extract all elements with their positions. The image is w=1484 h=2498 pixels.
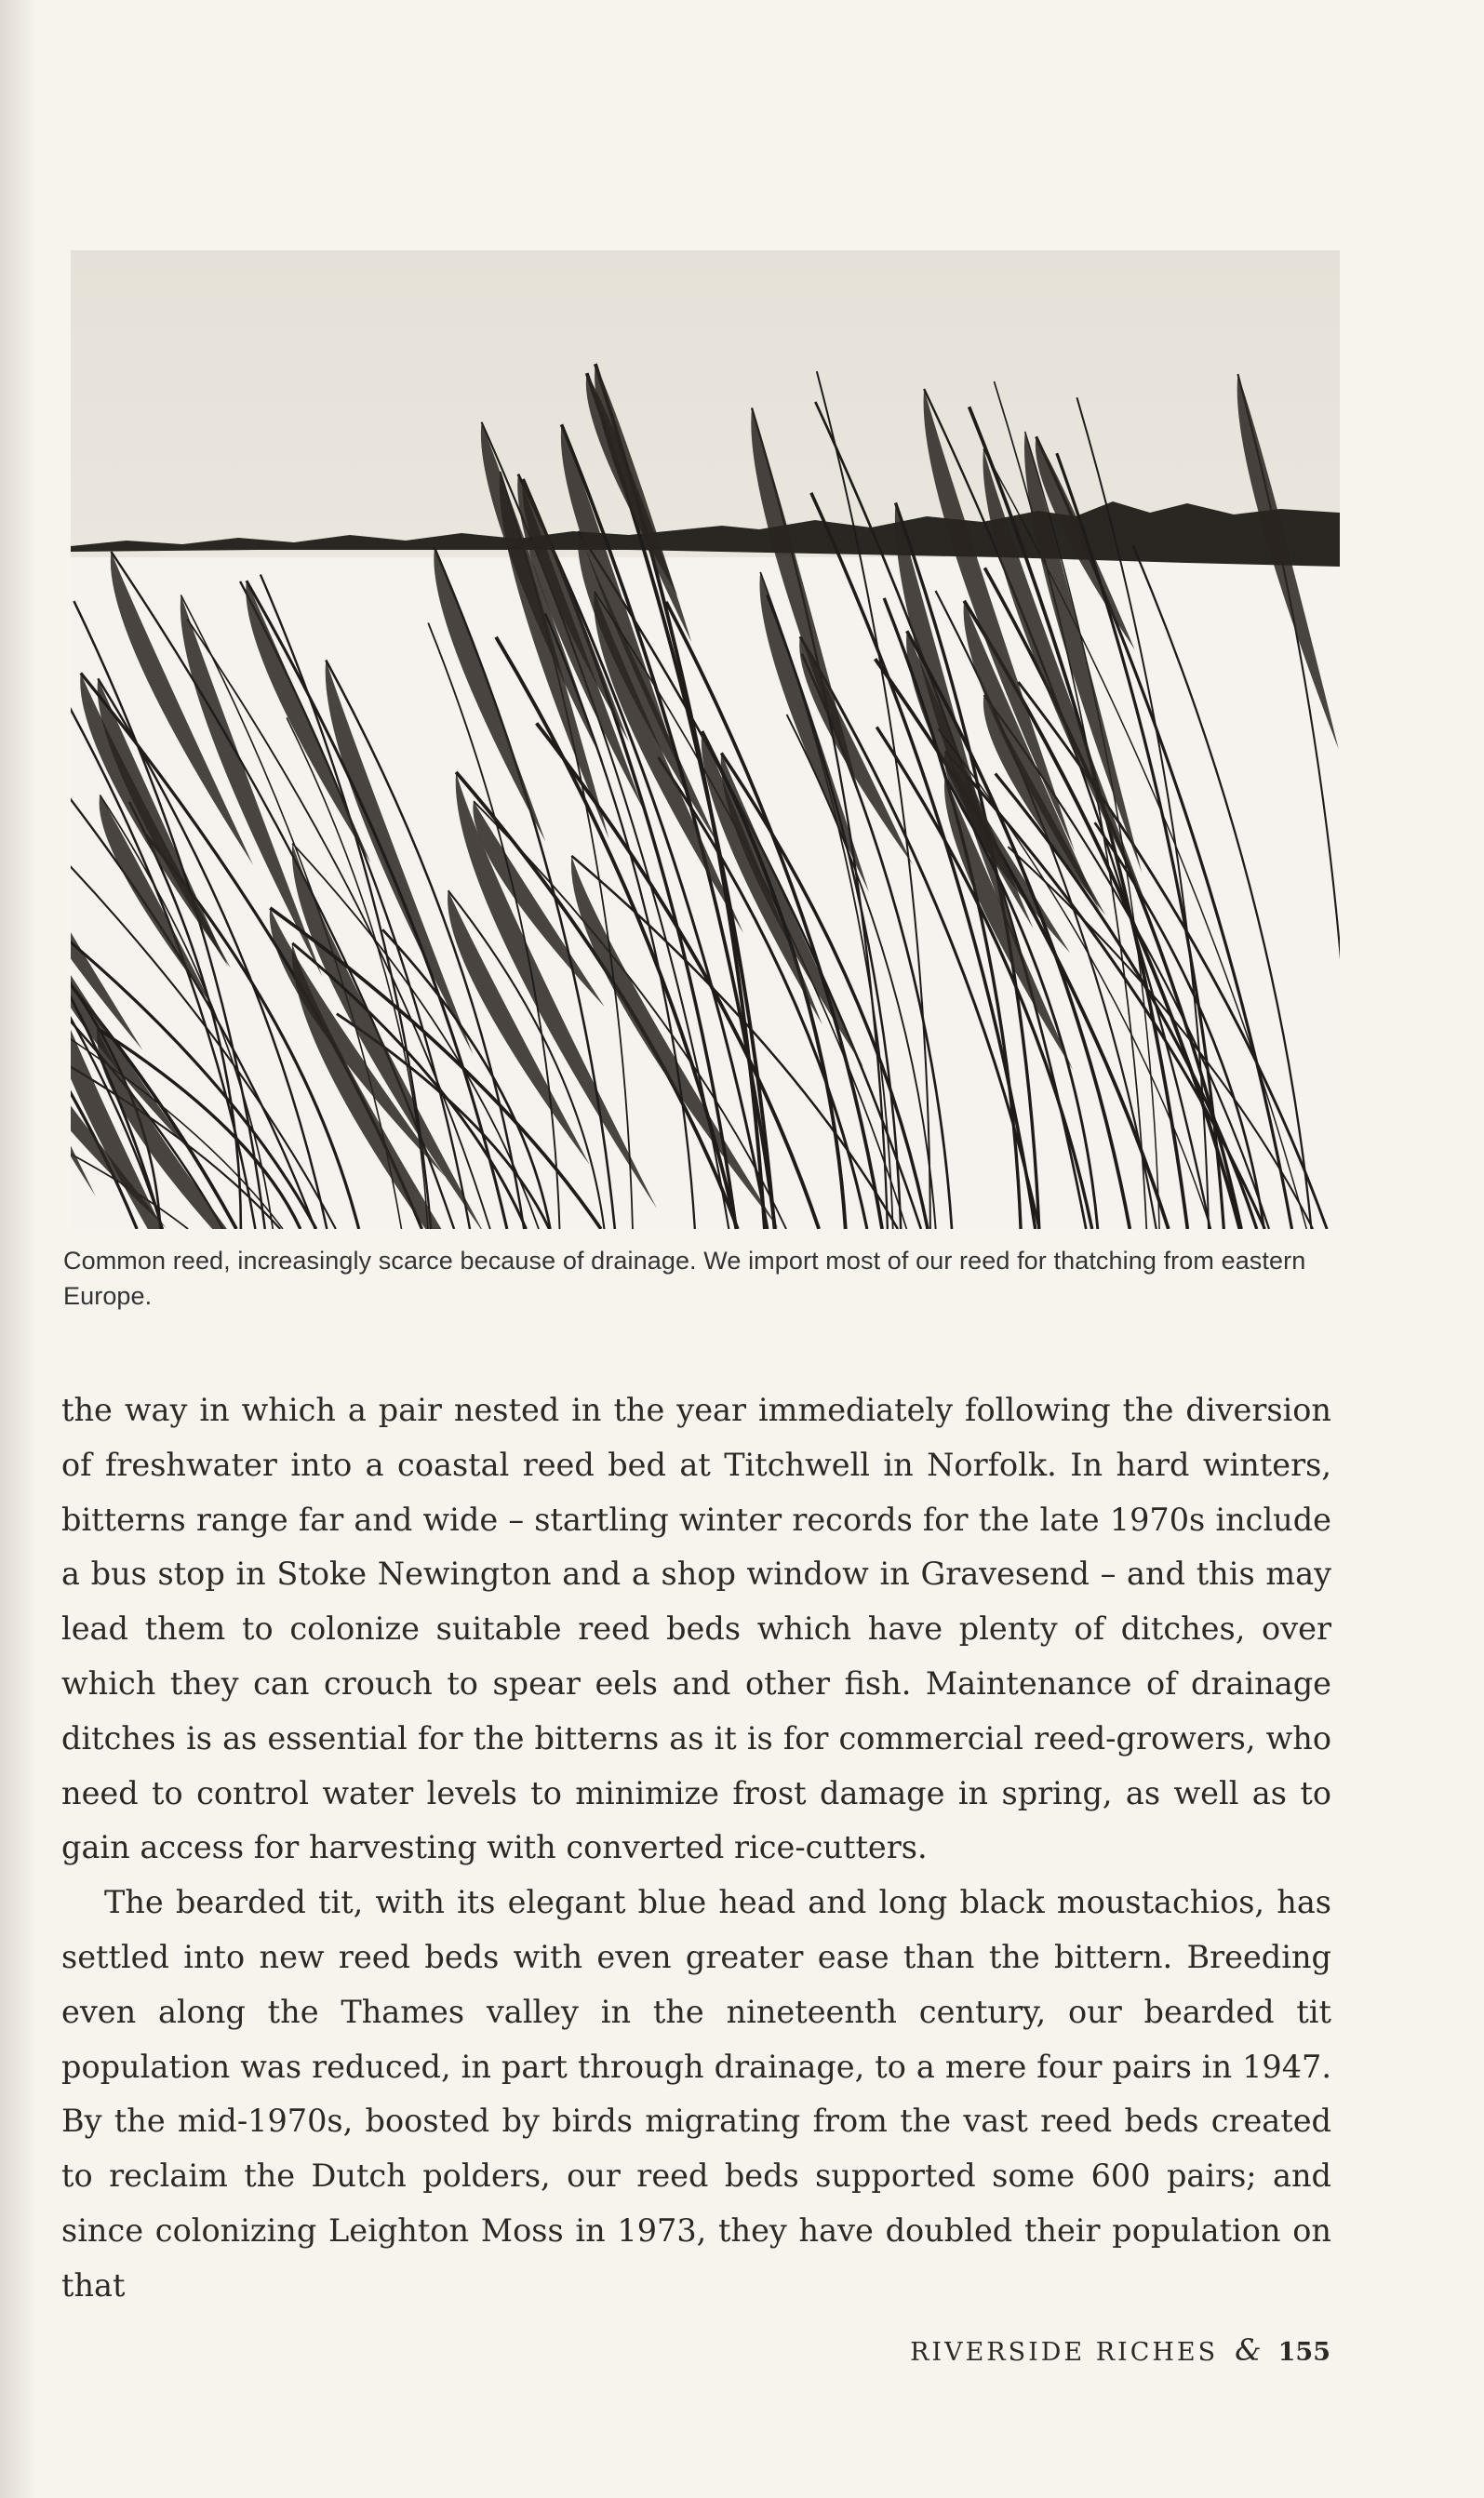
page-edge-shadow: [0, 0, 37, 2498]
body-text: [61, 1383, 1331, 2314]
page-number: 155: [1277, 2338, 1330, 2367]
figure-caption: Common reed, increasingly scarce because of drainage. We import most of our reed for thatching from eastern Europe.: [63, 1247, 1306, 1310]
body-paragraph: The bearded tit, with its elegant blue head and long black moustachios, has settled into new reed beds with even greater ease than the bittern. Breeding even along the Thames valley in the nineteenth century, our bearded tit population was reduced, in part through drainage, to a mere four pairs in 1947. By the mid-1970s, boosted by birds migrating from the vast reed beds created to reclaim the Dutch polders, our reed beds supported some 600 pairs; and since colonizing Leighton Moss in 1973, they have doubled their population on that: [61, 1884, 1331, 2304]
running-section-title: RIVERSIDE RICHES: [910, 2338, 1219, 2367]
body-paragraph: the way in which a pair nested in the year immediately following the diversion of freshwater into a coastal reed bed at Titchwell in Norfolk. In hard winters, bitterns range far and wide – startling winter records for the late 1970s include a bus stop in Stoke Newington and a shop window in Gravesend – and this may lead them to colonize suitable reed beds which have plenty of ditches, over which they can crouch to spear eels and other fish. Maintenance of drainage ditches is as essential for the bitterns as it is for commercial reed-growers, who need to control water levels to minimize frost damage in spring, as well as to gain access for harvesting with converted rice-cutters.: [61, 1392, 1331, 1866]
running-footer: [893, 2332, 1330, 2368]
ampersand-ornament: &: [1235, 2332, 1262, 2368]
reed-photograph: [71, 250, 1340, 1229]
